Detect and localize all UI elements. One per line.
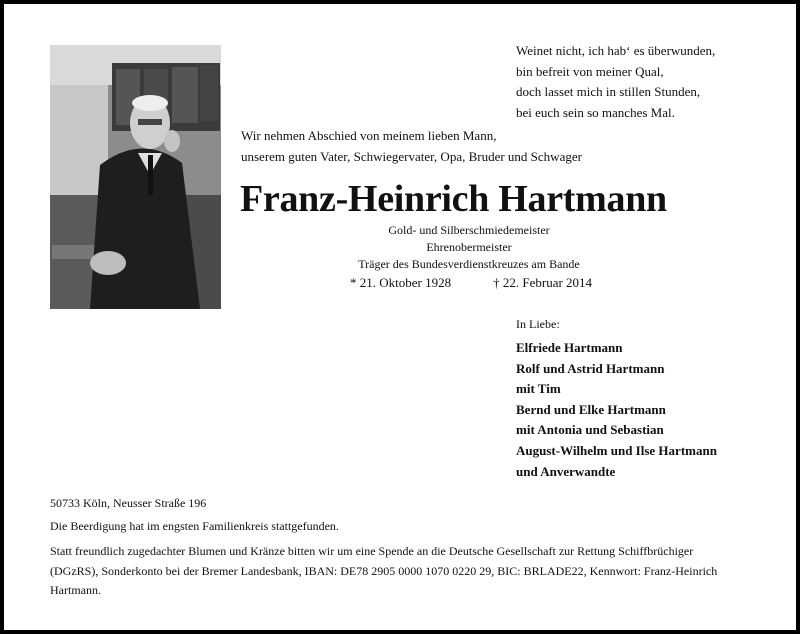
birth-date: * 21. Oktober 1928 xyxy=(350,275,452,290)
family-member: mit Tim xyxy=(516,381,561,397)
deceased-titles xyxy=(344,222,594,273)
family-member: Rolf und Astrid Hartmann xyxy=(516,360,665,376)
address: 50733 Köln, Neusser Straße 196 xyxy=(50,496,207,510)
portrait-photo xyxy=(50,45,221,309)
life-dates xyxy=(350,274,592,292)
death-date: † 22. Februar 2014 xyxy=(493,275,593,290)
family-member: mit Antonia und Sebastian xyxy=(516,422,664,438)
farewell-line: Wir nehmen Abschied von meinem lieben Mann, xyxy=(241,128,497,143)
donation-line: Hartmann. xyxy=(50,583,101,597)
farewell-text xyxy=(241,126,582,167)
family-member: Elfriede Hartmann xyxy=(516,340,623,355)
poem-line: Weinet nicht, ich hab‘ es überwunden, xyxy=(516,43,716,58)
portrait-photo-image xyxy=(50,45,221,309)
donation-line: (DGzRS), Sonderkonto bei der Bremer Landesbank, IBAN: DE78 2905 0000 1070 0220 29, BIC: BRLADE22, Kennwort: Franz-Heinrich xyxy=(50,563,718,578)
title-line: Gold- und Silberschmiedemeister xyxy=(388,223,550,237)
family-member: Bernd und Elke Hartmann xyxy=(516,401,666,417)
poem-line: bin befreit von meiner Qual, xyxy=(516,63,664,79)
in-liebe-label: In Liebe: xyxy=(516,317,560,331)
family-member: August-Wilhelm und Ilse Hartmann xyxy=(516,442,717,458)
funeral-note: Die Beerdigung hat im engsten Familienkreis stattgefunden. xyxy=(50,519,339,533)
family-list xyxy=(516,338,717,482)
donation-note xyxy=(50,542,752,601)
family-member: und Anverwandte xyxy=(516,463,616,479)
poem xyxy=(516,41,715,123)
title-line: Träger des Bundesverdienstkreuzes am Bande xyxy=(358,257,580,271)
poem-line: doch lasset mich in stillen Stunden, xyxy=(516,84,701,99)
donation-line: Statt freundlich zugedachter Blumen und Kränze bitten wir um eine Spende an die Deutsche Gesellschaft zur Rettung Schiffbrüchiger xyxy=(50,544,694,558)
poem-line: bei euch sein so manches Mal. xyxy=(516,104,675,120)
title-line: Ehrenobermeister xyxy=(426,240,512,254)
farewell-line: unserem guten Vater, Schwiegervater, Opa, Bruder und Schwager xyxy=(241,148,582,164)
deceased-name: Franz-Heinrich Hartmann xyxy=(240,178,667,220)
